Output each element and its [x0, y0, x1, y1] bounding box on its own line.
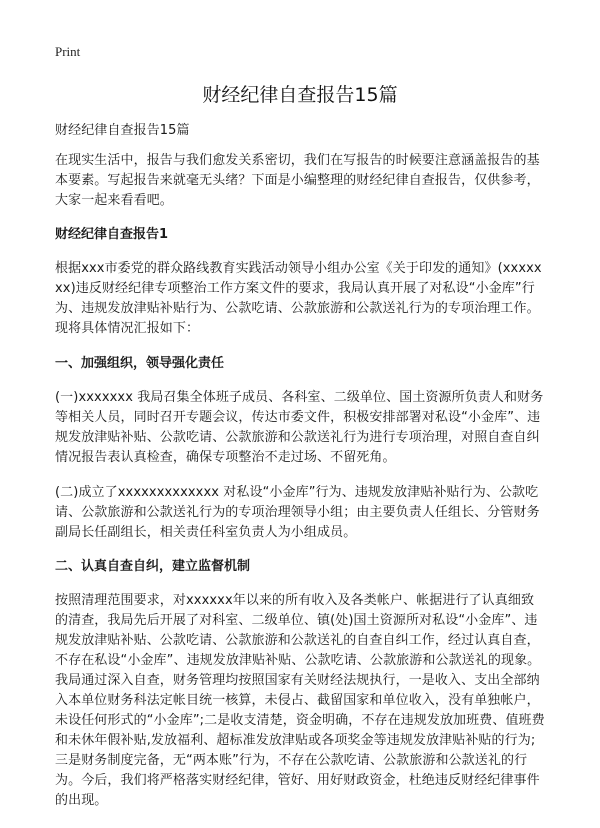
- intro-paragraph: 在现实生活中，报告与我们愈发关系密切，我们在写报告的时候要注意涵盖报告的基本要素。写起报告来就毫无头绪？下面是小编整理的财经纪律自查报告，仅供参考，大家一起来看看吧。: [55, 153, 540, 208]
- document-body: [55, 121, 547, 826]
- report-heading: 财经纪律自查报告1: [55, 227, 169, 242]
- paragraph-3: (二)成立了xxxxxxxxxxxxx 对私设“小金库”行为、违规发放津贴补贴行为、公款吃请、公款旅游和公款送礼行为的专项治理领导小组；由主要负责人任组长、分管财务副局长任副组长，相关责任科室负责人为小组成员。: [55, 485, 540, 540]
- section-2-heading: 二、认真自查自纠，建立监督机制: [55, 559, 251, 574]
- paragraph-1: 根据xxx市委党的群众路线教育实践活动领导小组办公室《关于印发的通知》(xxxxxxx)违反财经纪律专项整治工作方案文件的要求，我局认真开展了对私设“小金库”行为、违规发放津贴补贴行为、公款吃请、公款旅游和公款送礼行为的专项治理工作。现将具体情况汇报如下：: [55, 261, 542, 336]
- paragraph-4: 按照清理范围要求，对xxxxxx年以来的所有收入及各类帐户、帐据进行了认真细致的清查，我局先后开展了对科室、二级单位、镇(处)国土资源所对私设“小金库”、违规发放津贴补贴、公款吃请、公款旅游和公款送礼的自查自纠工作，经过认真自查，不存在私设“小金库”、违规发放津贴补贴、公款吃请、公款旅游和公款送礼的现象。我局通过深入自查，财务管理均按照国家有关财经法规执行，一是收入、支出全部纳入本单位财务科法定帐目统一核算，未侵占、截留国家和单位收入，没有单独帐户，未设任何形式的“小金库”;二是收支清楚，资金明确，不存在违规发放加班费、值班费和未休年假补贴,发放福利、超标准发放津贴或各项奖金等违规发放津贴补贴的行为;三是财务制度完备，无“两本账”行为，不存在公款吃请、公款旅游和公款送礼的行为。今后，我们将严格落实财经纪律，管好、用好财政资金，杜绝违反财经纪律事件的出现。: [55, 593, 545, 808]
- subtitle: 财经纪律自查报告15篇: [55, 123, 190, 138]
- section-1-heading: 一、加强组织，领导强化责任: [55, 356, 225, 371]
- paragraph-2: (一)xxxxxxx 我局召集全体班子成员、各科室、二级单位、国土资源所负责人和财务等相关人员，同时召开专题会议，传达市委文件，积极安排部署对私设“小金库”、违规发放津贴补贴、公款吃请、公款旅游和公款送礼行为进行专项治理，对照自查自纠情况报告表认真检查，确保专项整治不走过场、不留死角。: [55, 390, 544, 465]
- print-link[interactable]: Print: [55, 44, 81, 59]
- page-title: 财经纪律自查报告15篇: [202, 84, 398, 106]
